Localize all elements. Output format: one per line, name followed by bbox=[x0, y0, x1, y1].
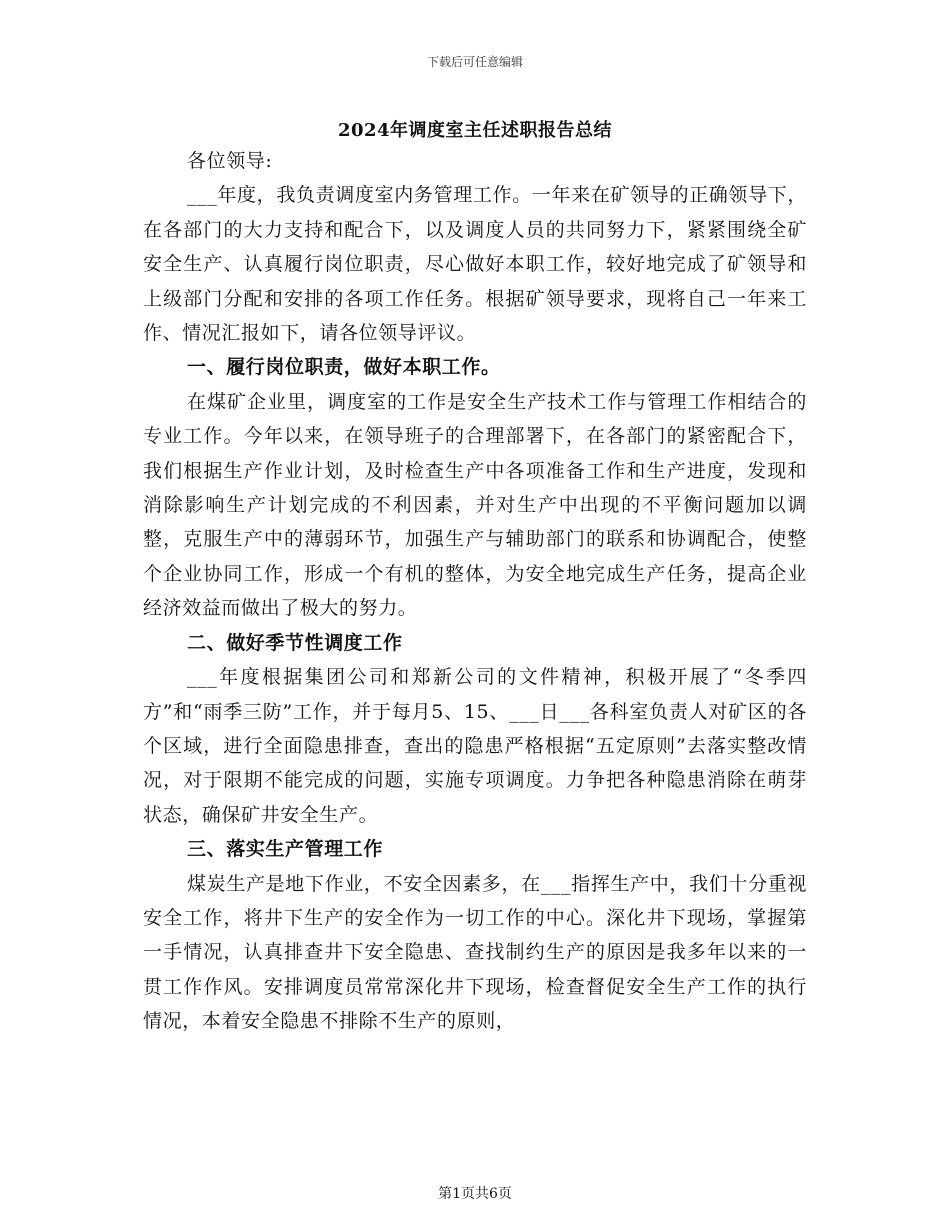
paragraph-section-2: ___年度根据集团公司和郑新公司的文件精神，积极开展了“冬季四方”和“雨季三防”工作，并于每月5、15、___日___各科室负责人对矿区的各个区域，进行全面隐患排查，查出的隐患严格根据“五定原则”去落实整改情况，对于限期不能完成的问题，实施专项调度。力争把各种隐患消除在萌芽状态，确保矿井安全生产。 bbox=[143, 666, 807, 826]
section-heading-1: 一、履行岗位职责，做好本职工作。 bbox=[187, 356, 501, 379]
document-body bbox=[143, 144, 807, 1039]
paragraph-intro: ___年度，我负责调度室内务管理工作。一年来在矿领导的正确领导下，在各部门的大力支持和配合下，以及调度人员的共同努力下，紧紧围绕全矿安全生产、认真履行岗位职责，尽心做好本职工作，较好地完成了矿领导和上级部门分配和安排的各项工作任务。根据矿领导要求，现将自己一年来工作、情况汇报如下，请各位领导评议。 bbox=[143, 184, 807, 345]
salutation: 各位领导: bbox=[187, 150, 273, 172]
header-note: 下载后可任意编辑 bbox=[426, 55, 523, 69]
document-title: 2024年调度室主任述职报告总结 bbox=[337, 120, 613, 141]
page-footer: 第1页共6页 bbox=[438, 1186, 512, 1202]
paragraph-section-1: 在煤矿企业里，调度室的工作是安全生产技术工作与管理工作相结合的专业工作。今年以来，在领导班子的合理部署下，在各部门的紧密配合下，我们根据生产作业计划，及时检查生产中各项准备工作和生产进度，发现和消除影响生产计划完成的不利因素，并对生产中出现的不平衡问题加以调整，克服生产中的薄弱环节，加强生产与辅助部门的联系和协调配合，使整个企业协同工作，形成一个有机的整体，为安全地完成生产任务，提高企业经济效益而做出了极大的努力。 bbox=[143, 390, 807, 620]
paragraph-section-3: 煤炭生产是地下作业，不安全因素多，在___指挥生产中，我们十分重视安全工作，将井下生产的安全作为一切工作的中心。深化井下现场，掌握第一手情况，认真排查井下安全隐患、查找制约生产的原因是我多年以来的一贯工作作风。安排调度员常常深化井下现场，检查督促安全生产工作的执行情况，本着安全隐患不排除不生产的原则， bbox=[143, 872, 807, 1033]
section-heading-2: 二、做好季节性调度工作 bbox=[187, 631, 403, 654]
section-heading-3: 三、落实生产管理工作 bbox=[187, 838, 384, 861]
